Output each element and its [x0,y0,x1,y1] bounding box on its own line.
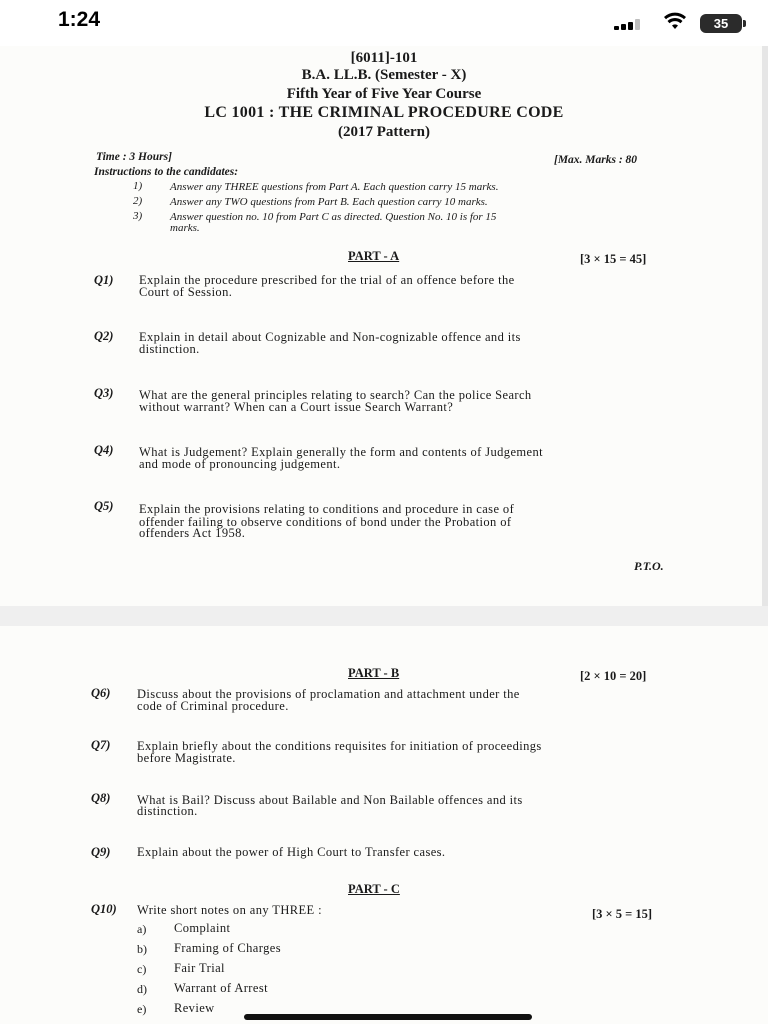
year-title: Fifth Year of Five Year Course [286,86,482,102]
pto-label: P.T.O. [634,559,664,573]
sub-item-text: Warrant of Arrest [174,981,268,995]
question-text: What is Bail? Discuss about Bailable and Non Bailable offences and its [137,793,523,807]
part-b-marks: [2 × 10 = 20] [580,669,647,683]
sub-item-letter: c) [137,962,147,976]
question-text: What are the general principles relating to search? Can the police Search [139,388,532,402]
question-text: code of Criminal procedure. [137,699,289,713]
part-a-marks: [3 × 15 = 45] [580,252,647,266]
question-text: Explain briefly about the conditions requisites for initiation of proceedings [137,739,542,753]
question-number: Q5) [94,499,114,513]
sub-item-letter: d) [137,982,147,996]
sub-item-text: Complaint [174,921,231,935]
instruction-text: Answer question no. 10 from Part C as directed. Question No. 10 is for 15 [170,211,497,223]
question-number: Q8) [91,791,111,805]
battery-level: 35 [713,16,729,31]
question-text: without warrant? When can a Court issue Search Warrant? [139,400,454,414]
question-text: offenders Act 1958. [139,526,246,540]
instruction-number: 1) [133,180,143,192]
status-time: 1:24 [58,8,101,31]
instructions-title: Instructions to the candidates: [94,166,239,178]
course-title: LC 1001 : THE CRIMINAL PROCEDURE CODE [204,104,564,121]
battery-cap [743,20,746,27]
question-text: distinction. [137,804,198,818]
question-number: Q9) [91,845,111,859]
part-b-heading: PART - B [348,666,400,680]
question-text: Court of Session. [139,285,233,299]
instruction-number: 2) [133,195,143,207]
question-number: Q3) [94,386,114,400]
part-c-heading: PART - C [348,882,400,896]
sub-item-letter: e) [137,1002,147,1016]
part-a-heading: PART - A [348,249,400,263]
max-marks-label: [Max. Marks : 80 [554,154,638,166]
question-text: Write short notes on any THREE : [137,903,322,917]
exam-page-2 [0,626,768,1024]
question-number: Q6) [91,686,111,700]
question-number: Q10) [91,902,117,916]
sub-item-text: Fair Trial [174,961,225,975]
question-number: Q1) [94,273,114,287]
instruction-text: marks. [170,222,200,234]
battery-icon [700,14,742,33]
question-text: Explain the procedure prescribed for the trial of an offence before the [139,273,515,287]
cellular-signal-icon [614,16,644,30]
instruction-text: Answer any THREE questions from Part A. Each question carry 15 marks. [170,181,499,193]
instruction-text: Answer any TWO questions from Part B. Each question carry 10 marks. [170,196,488,208]
status-bar [0,0,768,46]
question-text: Explain about the power of High Court to Transfer cases. [137,845,446,859]
pattern-title: (2017 Pattern) [337,124,431,140]
question-text: Explain the provisions relating to conditions and procedure in case of [139,502,515,516]
sub-item-letter: a) [137,922,147,936]
question-text: before Magistrate. [137,751,236,765]
degree-title: B.A. LL.B. (Semester - X) [301,67,467,83]
question-number: Q4) [94,443,114,457]
wifi-icon [664,12,686,30]
part-c-marks: [3 × 5 = 15] [592,907,653,921]
page-gap [0,606,768,626]
home-indicator[interactable] [244,1014,532,1020]
question-number: Q2) [94,329,114,343]
question-text: and mode of pronouncing judgement. [139,457,341,471]
sub-item-text: Review [174,1001,215,1015]
sub-item-text: Framing of Charges [174,941,281,955]
time-label: Time : 3 Hours] [96,151,172,163]
sub-item-letter: b) [137,942,147,956]
question-number: Q7) [91,738,111,752]
question-text: Discuss about the provisions of proclamation and attachment under the [137,687,520,701]
question-text: offender failing to observe conditions of bond under the Probation of [139,515,512,529]
question-text: distinction. [139,342,200,356]
paper-code: [6011]-101 [350,50,418,66]
question-text: Explain in detail about Cognizable and Non-cognizable offence and its [139,330,521,344]
question-text: What is Judgement? Explain generally the form and contents of Judgement [139,445,543,459]
exam-page-1 [0,46,768,606]
instruction-number: 3) [133,210,143,222]
